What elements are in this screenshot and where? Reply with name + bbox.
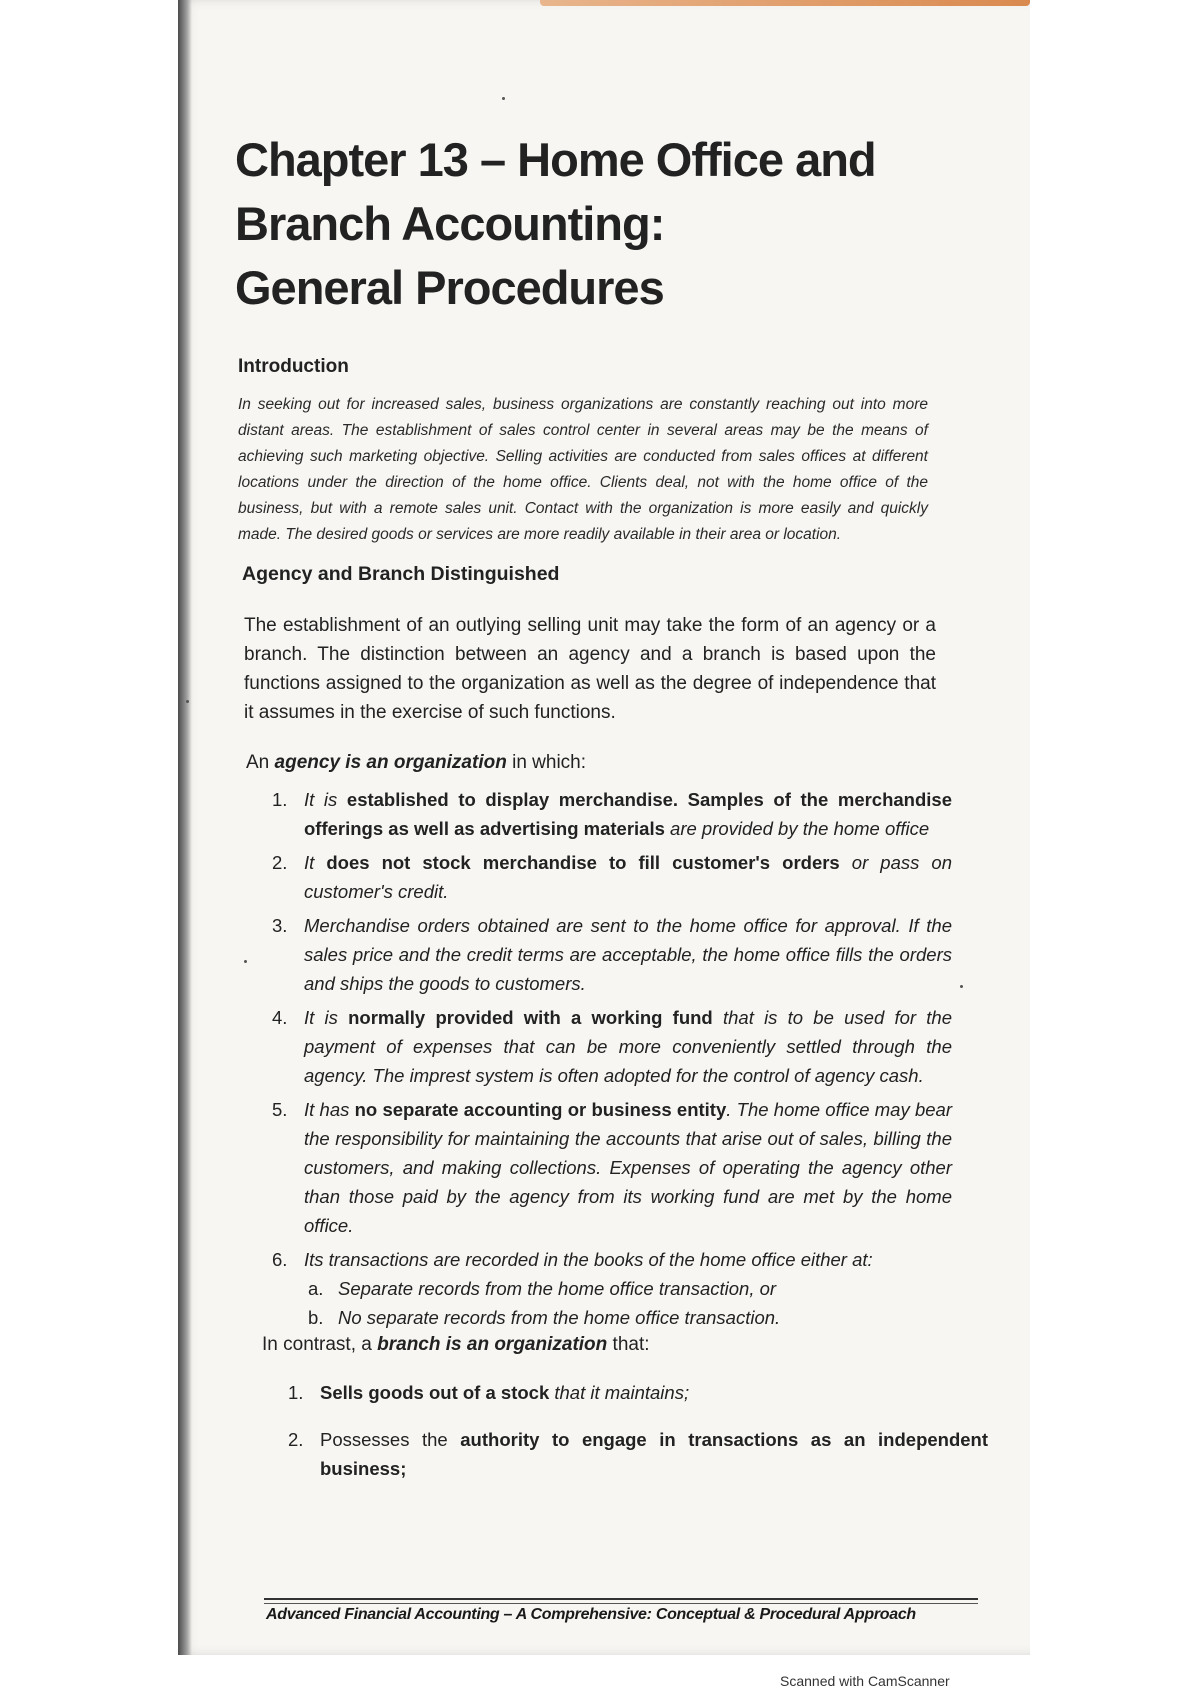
lead-bold-text: agency is an organization (274, 752, 507, 773)
lead-text: in which: (506, 752, 587, 773)
item-bold-text: does not stock merchandise to fill customer's orders (326, 852, 840, 873)
page-top-edge (540, 0, 1030, 6)
list-item (288, 1378, 988, 1407)
list-item (272, 785, 952, 843)
book-title-footer: Advanced Financial Accounting – A Comprehensive: Conceptual & Procedural Approach (266, 1606, 916, 1623)
item-text: It is (304, 789, 347, 810)
agency-sub-list (272, 1274, 952, 1332)
item-text: It is (304, 1007, 349, 1028)
item-text: Possesses the (320, 1429, 461, 1450)
sub-item-letter: a. (308, 1278, 324, 1299)
scan-speck (244, 960, 247, 963)
item-text: that it maintains; (549, 1382, 690, 1403)
chapter-title-line: Branch Accounting: (235, 197, 665, 250)
item-number: 5. (272, 1099, 288, 1120)
list-item (272, 911, 952, 998)
item-text: Merchandise orders obtained are sent to the home office for approval. If the sales price and the credit terms are acceptable, the home office fills the orders and ships the goods to customers. (304, 915, 952, 994)
lead-text: An (246, 752, 275, 773)
chapter-title (235, 128, 935, 320)
agency-branch-paragraph: The establishment of an outlying selling unit may take the form of an agency or a branch. The distinction between an agency and a branch is based upon the functions assigned to the organization as well as the degree of independence that it assumes in the exercise of such functions. (244, 615, 936, 723)
sub-item-text: No separate records from the home office transaction. (338, 1307, 781, 1328)
item-bold-text: no separate accounting or business entity (354, 1099, 727, 1120)
footer-divider (264, 1598, 978, 1600)
item-text: are provided by the home office (664, 818, 930, 839)
introduction-heading: Introduction (238, 356, 349, 377)
item-number: 2. (272, 852, 288, 873)
item-bold-text: Sells goods out of a stock (320, 1382, 550, 1403)
scan-speck (186, 700, 189, 703)
item-text: or pass on customer's credit. (304, 852, 953, 902)
item-text: . The home office may bear the responsibility for maintaining the accounts that arise out of sales, billing the customers, and making collections. Expenses of operating the agency other than those paid by the agency from its working fund are met by the home office. (304, 1099, 952, 1236)
item-number: 1. (288, 1382, 304, 1403)
item-text: that is to be used for the payment of expenses that can be more conveniently settled through the agency. The imprest system is often adopted for the control of agency cash. (304, 1007, 952, 1086)
item-text: It (304, 852, 327, 873)
item-text: Its transactions are recorded in the books of the home office either at: (304, 1249, 873, 1270)
list-item (272, 848, 952, 906)
chapter-title-line: Chapter 13 – Home Office and (235, 133, 876, 186)
sub-list-item (308, 1274, 952, 1303)
scanner-watermark: Scanned with CamScanner (780, 1673, 950, 1689)
list-item (272, 1245, 952, 1274)
sub-list-item (308, 1303, 952, 1332)
list-item (272, 1003, 952, 1090)
item-number: 6. (272, 1249, 288, 1270)
lead-text: In contrast, a (262, 1334, 378, 1355)
scan-speck (960, 985, 963, 988)
sub-item-letter: b. (308, 1307, 324, 1328)
agency-characteristics-list (272, 785, 952, 1332)
item-number: 1. (272, 789, 288, 810)
branch-definition-lead (262, 1334, 650, 1356)
introduction-paragraph: In seeking out for increased sales, business organizations are constantly reaching out into more distant areas. The establishment of sales control center in several areas may be the means of achieving such marketing objective. Selling activities are conducted from sales offices at different locations under the direction of the home office. Clients deal, not with the home office of the business, but with a remote sales unit. Contact with the organization is more easily and quickly made. The desired goods or services are more readily available in their area or location. (238, 396, 928, 543)
item-bold-text: authority to engage in transactions as an independent business; (320, 1429, 989, 1479)
list-item (288, 1425, 988, 1483)
item-number: 2. (288, 1429, 304, 1450)
list-item (272, 1095, 952, 1240)
sub-item-text: Separate records from the home office transaction, or (338, 1278, 777, 1299)
agency-definition-lead (246, 752, 586, 774)
item-text: It has (304, 1099, 355, 1120)
scan-speck (502, 97, 505, 100)
lead-bold-text: branch is an organization (377, 1334, 608, 1355)
item-number: 4. (272, 1007, 288, 1028)
item-number: 3. (272, 915, 288, 936)
agency-branch-heading: Agency and Branch Distinguished (242, 563, 560, 585)
lead-text: that: (607, 1334, 650, 1355)
branch-characteristics-list (288, 1378, 988, 1488)
chapter-title-line: General Procedures (235, 261, 664, 314)
footer-divider (264, 1603, 978, 1604)
item-bold-text: established to display merchandise. Samples of the merchandise offerings as well as advertising materials (304, 789, 952, 839)
item-bold-text: normally provided with a working fund (348, 1007, 713, 1028)
page-binding-shadow (178, 0, 192, 1655)
